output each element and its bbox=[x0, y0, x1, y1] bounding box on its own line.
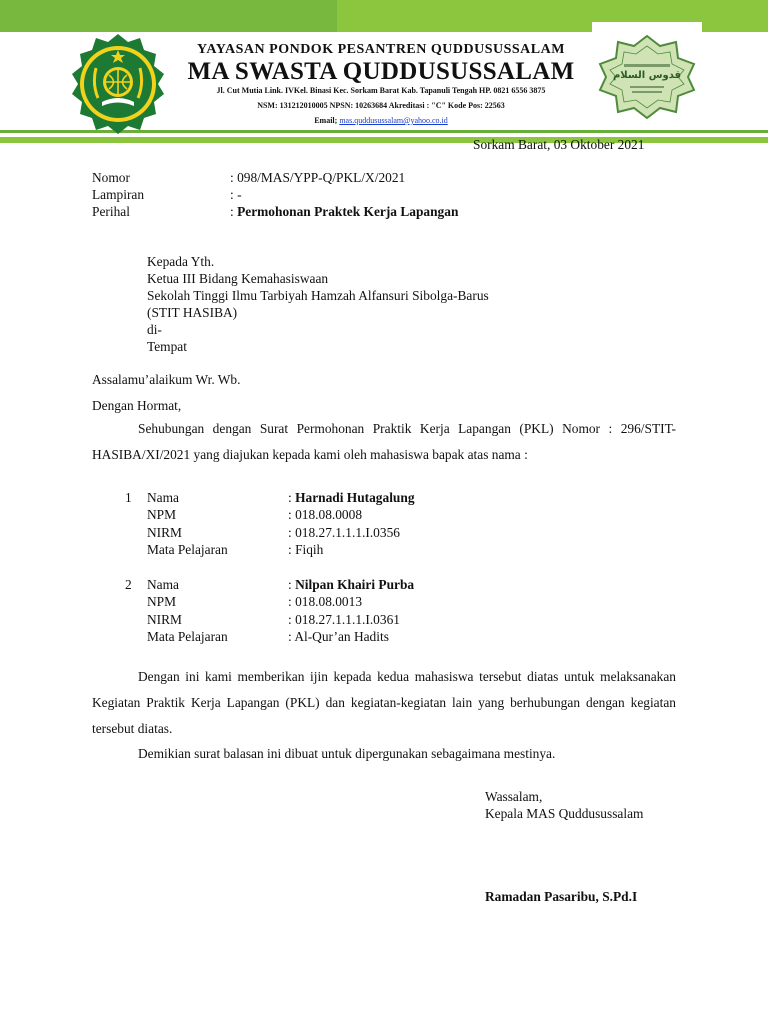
student-1-nama-colon: : bbox=[288, 490, 296, 505]
header-bar-right bbox=[337, 0, 768, 32]
recipient-line-4: (STIT HASIBA) bbox=[147, 305, 238, 320]
perihal-label: Perihal bbox=[92, 204, 130, 219]
student-1-nama-label: Nama bbox=[147, 490, 179, 505]
student-1-nama-value: Harnadi Hutagalung bbox=[295, 490, 415, 505]
header-bar-left bbox=[0, 0, 337, 32]
student-2-nama bbox=[288, 577, 414, 593]
header-bar-notch bbox=[592, 22, 702, 34]
opening: Dengan Hormat, bbox=[92, 398, 182, 413]
paragraph-2-text: Dengan ini kami memberikan ijin kepada kedua mahasiswa tersebut diatas untuk melaksanakan Kegiatan Praktik Kerja Lapangan (PKL) dan kegiatan-kegiatan lain yang berhubungan dengan kegiatan tersebut diatas. bbox=[92, 669, 676, 736]
student-1-npm-label: NPM bbox=[147, 507, 177, 522]
perihal-value: Permohonan Praktek Kerja Lapangan bbox=[237, 204, 459, 219]
student-2-number: 2 bbox=[125, 577, 132, 592]
student-2-nama-colon: : bbox=[288, 577, 296, 592]
student-1-nama bbox=[288, 490, 415, 506]
recipient-line-2: Ketua III Bidang Kemahasiswaan bbox=[147, 271, 329, 286]
school-address: Jl. Cut Mutia Link. IVKel. Binasi Kec. Sorkam Barat Kab. Tapanuli Tengah HP. 0821 6556 3875 bbox=[216, 86, 546, 95]
recipient-line-5: di- bbox=[147, 322, 162, 337]
nomor-label: Nomor bbox=[92, 170, 130, 185]
school-email-line bbox=[170, 116, 592, 125]
student-1-nirm-label: NIRM bbox=[147, 525, 182, 540]
nomor-value: : 098/MAS/YPP-Q/PKL/X/2021 bbox=[230, 170, 406, 185]
closing-wassalam: Wassalam, bbox=[485, 789, 543, 804]
recipient-line-6: Tempat bbox=[147, 339, 187, 354]
place-date: Sorkam Barat, 03 Oktober 2021 bbox=[473, 137, 645, 152]
greeting: Assalamu’alaikum Wr. Wb. bbox=[92, 372, 241, 387]
student-2-mapel-label: Mata Pelajaran bbox=[147, 629, 228, 644]
closing-position: Kepala MAS Quddusussalam bbox=[485, 806, 644, 821]
school-ids: NSM: 131212010005 NPSN: 10263684 Akreditasi : "C" Kode Pos: 22563 bbox=[257, 101, 505, 110]
recipient-line-1: Kepada Yth. bbox=[147, 254, 215, 269]
header-divider-thick bbox=[0, 137, 768, 143]
paragraph-1-text: Sehubungan dengan Surat Permohonan Praktik Kerja Lapangan (PKL) Nomor : 296/STIT-HASIBA/XI/2021 yang diajukan kepada kami oleh mahasiswa bapak atas nama : bbox=[92, 421, 676, 462]
foundation-name: YAYASAN PONDOK PESANTREN QUDDUSUSSALAM bbox=[197, 42, 565, 57]
student-1-number: 1 bbox=[125, 490, 132, 505]
student-2-npm: : 018.08.0013 bbox=[288, 594, 363, 609]
lampiran-label: Lampiran bbox=[92, 187, 145, 202]
perihal-line bbox=[230, 204, 458, 220]
recipient-line-3: Sekolah Tinggi Ilmu Tarbiyah Hamzah Alfansuri Sibolga-Barus bbox=[147, 288, 489, 303]
student-2-npm-label: NPM bbox=[147, 594, 177, 609]
madrasah-seal-text: قدوس السلام bbox=[612, 70, 682, 81]
email-label: Email; bbox=[314, 116, 338, 125]
paragraph-1 bbox=[92, 416, 676, 468]
student-1-mapel: : Fiqih bbox=[288, 542, 324, 557]
student-2-nirm: : 018.27.1.1.1.I.0361 bbox=[288, 612, 400, 627]
paragraph-3: Demikian surat balasan ini dibuat untuk dipergunakan sebagaimana mestinya. bbox=[138, 746, 556, 761]
paragraph-2 bbox=[92, 664, 676, 742]
student-1-mapel-label: Mata Pelajaran bbox=[147, 542, 228, 557]
signatory-name: Ramadan Pasaribu, S.Pd.I bbox=[485, 889, 638, 904]
madrasah-seal bbox=[592, 34, 702, 120]
school-name: MA SWASTA QUDDUSUSSALAM bbox=[187, 58, 575, 85]
student-1-npm: : 018.08.0008 bbox=[288, 507, 363, 522]
student-2-mapel: : Al-Qur’an Hadits bbox=[288, 629, 389, 644]
student-2-nama-label: Nama bbox=[147, 577, 179, 592]
school-logo-icon bbox=[66, 32, 170, 136]
student-1-nirm: : 018.27.1.1.1.I.0356 bbox=[288, 525, 400, 540]
lampiran-value: : - bbox=[230, 187, 242, 202]
student-2-nama-value: Nilpan Khairi Purba bbox=[295, 577, 415, 592]
perihal-colon: : bbox=[230, 204, 238, 219]
email-link[interactable]: mas.quddusussalam@yahoo.co.id bbox=[339, 116, 448, 125]
student-2-nirm-label: NIRM bbox=[147, 612, 182, 627]
